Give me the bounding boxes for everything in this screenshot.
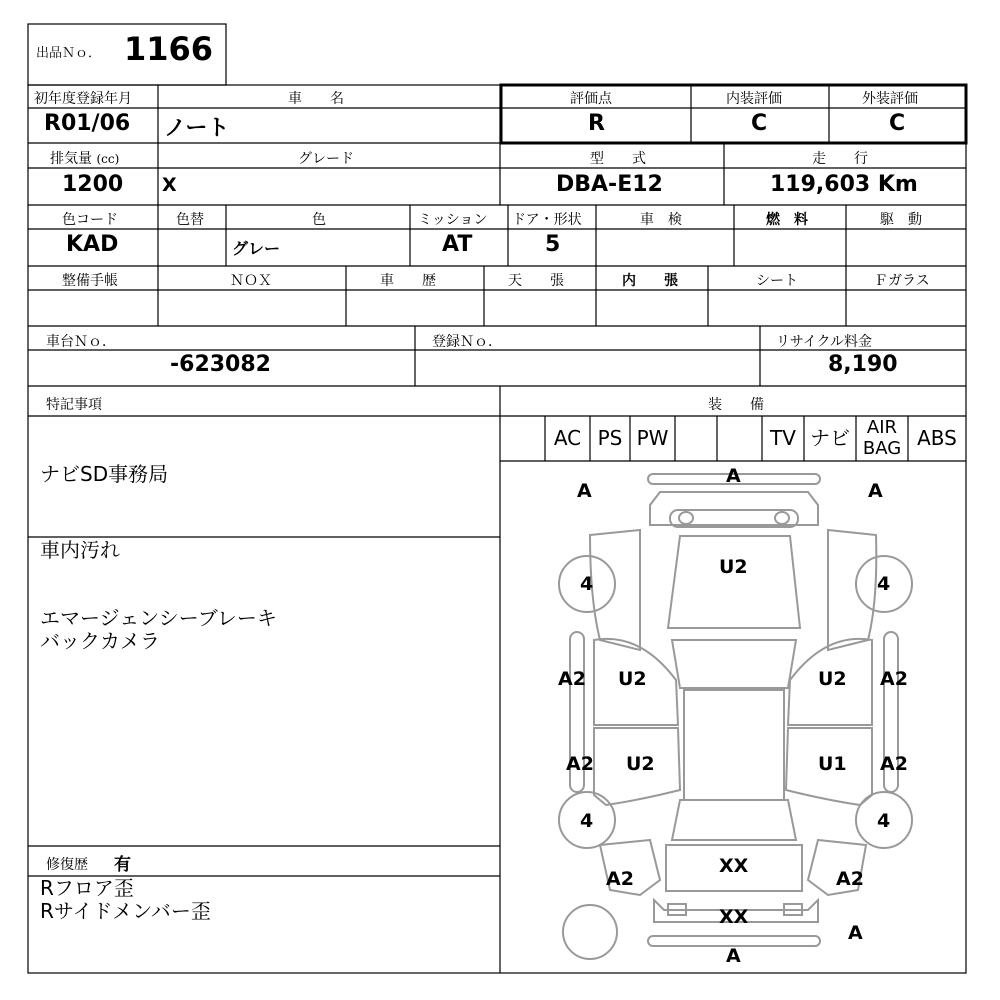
score-label: 評価点	[570, 91, 612, 107]
registration-date-label: 初年度登録年月	[34, 91, 132, 107]
mileage-label: 走 行	[812, 151, 868, 167]
repair-history-value: 有	[114, 855, 131, 875]
grade-label: グレード	[298, 151, 354, 167]
mark-left-rear-tire: 4	[580, 810, 594, 832]
mark-right-rear-quarter: A2	[836, 868, 864, 890]
model-code: DBA-E12	[556, 172, 663, 197]
registration-date: R01/06	[44, 111, 131, 136]
special-notes-label: 特記事項	[46, 397, 102, 413]
displacement: 1200	[62, 172, 124, 197]
equipment-airbag: AIR BAG	[862, 417, 902, 459]
interior-rating-label: 内装評価	[726, 91, 782, 107]
car-name-label: 車 名	[288, 91, 344, 107]
inspection-label: 車 検	[640, 212, 682, 228]
color-label: 色	[312, 212, 326, 228]
door-shape-label: ドア・形状	[512, 212, 582, 228]
mission-label: ミッション	[418, 212, 488, 228]
door-count: 5	[545, 232, 561, 257]
interior-trim-label: 内 張	[622, 273, 678, 289]
mark-rear-bumper: A	[726, 945, 741, 967]
note-navi: ナビSD事務局	[40, 462, 169, 486]
mark-left-rear-door: U2	[626, 753, 655, 775]
front-right-lamp-shape	[775, 512, 789, 524]
front-left-lamp-shape	[679, 512, 693, 524]
model-label: 型 式	[590, 151, 646, 167]
roof-shape	[684, 690, 784, 800]
mark-left-rear-quarter: A2	[606, 868, 634, 890]
mark-right-rear-tire: 4	[877, 810, 891, 832]
equipment-ps: PS	[597, 426, 623, 450]
front-glass-label: Ｆガラス	[874, 273, 930, 289]
repair-floor: Rフロア歪	[40, 876, 134, 900]
mark-trunk: XX	[719, 855, 749, 877]
transmission: AT	[442, 232, 473, 257]
repair-side-member: Rサイドメンバー歪	[40, 899, 211, 923]
interior-rating: C	[751, 111, 768, 136]
mark-right-rear-sill: A2	[880, 753, 908, 775]
mark-right-front-door: U2	[818, 668, 847, 690]
mark-hood: U2	[719, 556, 748, 578]
hood-shape	[668, 536, 800, 628]
mark-right-rear-door: U1	[818, 753, 847, 775]
mark-left-rear-sill: A2	[566, 753, 594, 775]
front-panel-shape	[650, 492, 818, 525]
vehicle-history-label: 車 歴	[380, 273, 436, 289]
repair-history-label: 修復歴	[46, 857, 88, 873]
chassis-number: -623082	[170, 352, 271, 377]
repaint-label: 色替	[176, 212, 204, 228]
color: グレー	[232, 239, 281, 258]
windshield-shape	[672, 640, 796, 688]
color-code-label: 色コード	[62, 212, 118, 228]
mark-front-bumper: A	[726, 465, 741, 487]
score: R	[588, 111, 605, 136]
note-back-camera: バックカメラ	[40, 629, 160, 653]
mark-rear-right-corner: A	[848, 922, 863, 944]
rear-window-shape	[672, 800, 796, 840]
recycle-fee-label: リサイクル料金	[776, 334, 873, 350]
color-code: KAD	[66, 232, 119, 257]
mark-left-front-tire: 4	[580, 573, 594, 595]
mark-front-left-corner: A	[577, 480, 592, 502]
maintenance-book-label: 整備手帳	[62, 273, 118, 289]
equipment-ac: AC	[553, 426, 582, 450]
equipment-tv: TV	[770, 426, 796, 450]
lot-number: 1166	[124, 30, 214, 68]
mark-right-front-sill: A2	[880, 668, 908, 690]
lot-number-label: 出品Ｎｏ．	[36, 46, 102, 61]
equipment-abs: ABS	[917, 426, 957, 450]
drive-label: 駆 動	[880, 212, 922, 228]
grade: X	[162, 174, 177, 196]
car-name: ノート	[164, 116, 230, 141]
mark-left-front-sill: A2	[558, 668, 586, 690]
note-interior-dirt: 車内汚れ	[40, 538, 120, 562]
mark-left-front-door: U2	[618, 668, 647, 690]
mileage: 119,603 Km	[770, 172, 918, 197]
fuel-label: 燃 料	[766, 212, 808, 228]
mark-right-front-tire: 4	[877, 573, 891, 595]
note-emergency-brake: エマージェンシーブレーキ	[40, 606, 277, 630]
nox-label: ＮＯＸ	[230, 273, 272, 289]
seat-label: シート	[756, 273, 798, 289]
exterior-rating-label: 外装評価	[862, 91, 918, 107]
recycle-fee: 8,190	[828, 352, 898, 377]
chassis-number-label: 車台Ｎｏ．	[46, 334, 116, 350]
exterior-rating: C	[889, 111, 906, 136]
roof-lining-label: 天 張	[508, 273, 564, 289]
equipment-navi: ナビ	[810, 426, 850, 450]
registration-number-label: 登録Ｎｏ．	[432, 334, 502, 350]
spare-tire-shape	[563, 905, 617, 959]
mark-front-right-corner: A	[868, 480, 883, 502]
right-front-fender-shape	[828, 530, 876, 650]
equipment-pw: PW	[636, 426, 669, 450]
displacement-label: 排気量 (cc)	[50, 151, 120, 167]
equipment-label: 装 備	[708, 397, 764, 413]
mark-rear-panel: XX	[719, 906, 749, 928]
